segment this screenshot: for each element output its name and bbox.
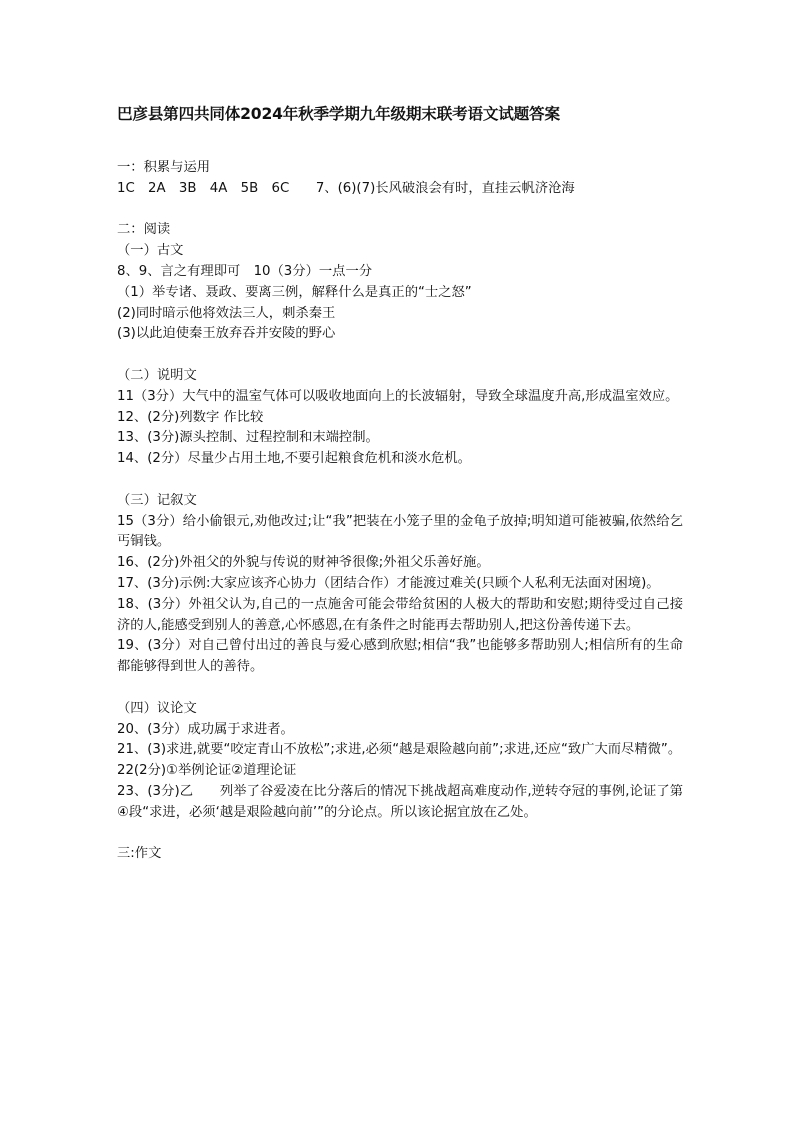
answer-line: （1）举专诸、聂政、要离三例，解释什么是真正的“士之怒” (117, 284, 472, 300)
answer-line: (2)同时暗示他将效法三人，刺杀秦王 (117, 305, 336, 321)
answer-line: 16、(2分)外祖父的外貌与传说的财神爷很像;外祖父乐善好施。 (117, 555, 490, 571)
spacer (117, 470, 687, 491)
section-heading-reading: 二：阅读 (117, 222, 171, 238)
answer-sheet (117, 103, 687, 865)
answer-line: 21、(3)求进,就要“咬定青山不放松”;求进,必须“越是艰险越向前”;求进,还应“致广大而尽精微”。 (117, 742, 682, 758)
answer-line: (3)以此迫使秦王放弃吞并安陵的野心 (117, 326, 336, 342)
answer-line: 8、9、言之有理即可 10（3分）一点一分 (117, 263, 373, 279)
answer-line: 18、(3分）外祖父认为,自己的一点施舍可能会带给贫困的人极大的帮助和安慰;期待受过自己接济的人,能感受到别人的善意,心怀感恩,在有条件之时能再去帮助别人,把这份善传递下去。 (117, 596, 683, 633)
spacer (117, 200, 687, 221)
spacer (117, 678, 687, 699)
subsection-heading-classical: （一）古文 (117, 243, 184, 259)
spacer (117, 824, 687, 845)
section-heading-composition: 三:作文 (117, 846, 162, 862)
subsection-heading-narrative: （三）记叙文 (117, 492, 197, 508)
answer-line: 19、(3分）对自己曾付出过的善良与爱心感到欣慰;相信“我”也能够多帮助别人;相信所有的生命都能够得到世人的善待。 (117, 638, 683, 675)
answer-line: 23、(3分)乙 列举了谷爱凌在比分落后的情况下挑战超高难度动作,逆转夺冠的事例,论证了第④段“求进，必须‘越是艰险越向前’”的分论点。所以该论据宜放在乙处。 (117, 783, 683, 820)
subsection-heading-expository: （二）说明文 (117, 367, 197, 383)
answer-line: 15（3分）给小偷银元,劝他改过;让“我”把装在小笼子里的金龟子放掉;明知道可能被骗,依然给乞丐铜钱。 (117, 513, 683, 550)
answer-line: 22(2分)①举例论证②道理论证 (117, 763, 297, 779)
answer-line: 12、(2分)列数字 作比较 (117, 409, 264, 425)
answer-line: 17、(3分)示例:大家应该齐心协力（团结合作）才能渡过难关(只顾个人私利无法面对困境)。 (117, 575, 660, 591)
answer-line: 20、(3分）成功属于求进者。 (117, 721, 294, 737)
answer-line: 11（3分）大气中的温室气体可以吸收地面向上的长波辐射，导致全球温度升高,形成温室效应。 (117, 388, 679, 404)
answer-line: 13、(3分)源头控制、过程控制和末端控制。 (117, 430, 379, 446)
page-title: 巴彦县第四共同体2024年秋季学期九年级期末联考语文试题答案 (117, 105, 560, 123)
spacer (117, 345, 687, 366)
answers-1-7: 1C 2A 3B 4A 5B 6C 7、(6)(7)长风破浪会有时，直挂云帆济沧海 (117, 180, 575, 196)
subsection-heading-argumentative: （四）议论文 (117, 700, 197, 716)
section-heading-accumulation: 一：积累与运用 (117, 160, 211, 175)
answer-line: 14、(2分）尽量少占用土地,不要引起粮食危机和淡水危机。 (117, 451, 471, 467)
